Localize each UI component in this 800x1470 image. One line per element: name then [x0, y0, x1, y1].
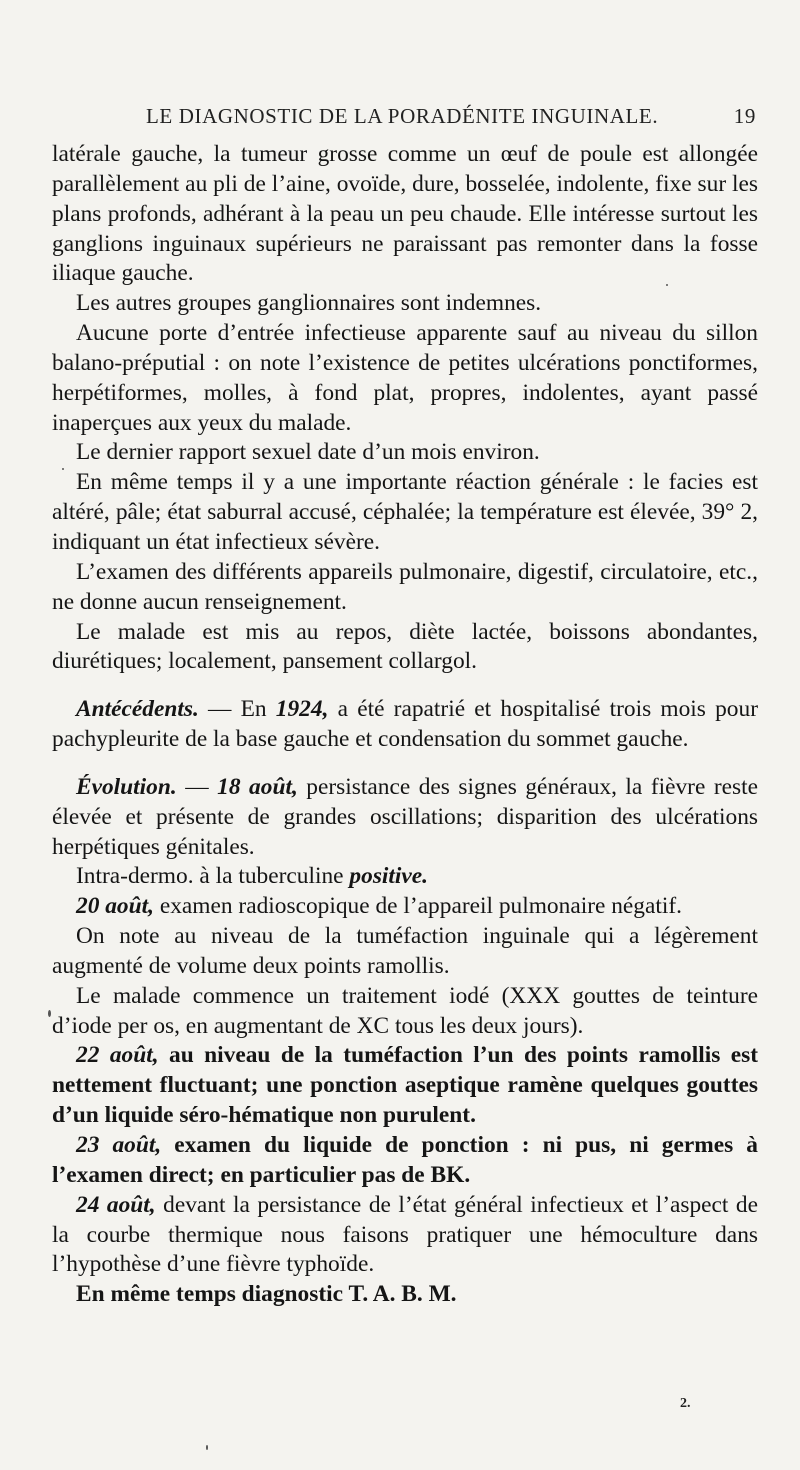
paragraph-iodine-treatment: Le malade commence un traitement iodé (XXX gouttes de teinture d’iode per os, en augmentant de XC tous les deux jours).: [52, 982, 758, 1039]
paragraph-examination: L’examen des différents appareils pulmonaire, digestif, circulatoire, etc., ne donne aucun renseignement.: [52, 558, 758, 615]
running-header: [146, 104, 756, 129]
date-23-aout: 23 août,: [76, 1132, 162, 1158]
paragraph-22-aout: [52, 1041, 758, 1131]
body-text: [52, 140, 758, 1310]
evolution-dash: —: [176, 773, 218, 800]
running-title: LE DIAGNOSTIC DE LA PORADÉNITE INGUINALE.: [146, 104, 659, 128]
text-22-aout: au niveau de la tuméfaction l’un des points ramollis est nettement fluctuant; une ponction aseptique ramène quelques gouttes d’un liquide séro-hématique non purulent.: [52, 1042, 759, 1129]
ink-speck: [62, 468, 64, 470]
text-20-aout: examen radioscopique de l’appareil pulmonaire négatif.: [153, 893, 683, 920]
text-24-aout: devant la persistance de l’état général infectieux et l’aspect de la courbe thermique nous faisons pratiquer une hémoculture dans l’hypothèse d’une fièvre typhoïde.: [52, 1191, 759, 1278]
paragraph-treatment: Le malade est mis au repos, diète lactée, boissons abondantes, diurétiques; localement, pansement collargol.: [52, 618, 758, 675]
intradermo-result: positive.: [349, 863, 429, 890]
paragraph-entry-point: Aucune porte d’entrée infectieuse apparente sauf au niveau du sillon balano-préputial : on note l’existence de petites ulcérations ponctiformes, herpétiformes, molles, à fond plat, propres, indolentes, ayant passé inaperçues aux yeux du malade.: [52, 320, 758, 436]
signature-mark: 2.: [680, 1396, 691, 1411]
paragraph-24-aout: [52, 1191, 758, 1281]
ink-speck: [666, 284, 668, 286]
date-20-aout: 20 août,: [76, 893, 154, 920]
paragraph-evolution: [52, 773, 758, 863]
ink-speck: [48, 1010, 51, 1017]
intradermo-text: Intra-dermo. à la tuberculine: [76, 863, 350, 890]
antecedents-dash: — En: [198, 696, 276, 723]
paragraph-intradermo: [52, 862, 758, 892]
page-number: 19: [733, 104, 756, 128]
antecedents-label: Antécédents.: [76, 696, 199, 723]
antecedents-date: 1924,: [275, 696, 329, 723]
evolution-date: 18 août,: [217, 773, 298, 800]
paragraph-antecedents: [52, 695, 758, 755]
paragraph-general-reaction: En même temps il y a une importante réaction générale : le facies est altéré, pâle; état saburral accusé, céphalée; la température est élevée, 39° 2, indiquant un état infectieux sévère.: [52, 469, 758, 555]
text-23-aout: examen du liquide de ponction : ni pus, ni germes à l’examen direct; en particulier pas de BK.: [52, 1132, 758, 1188]
paragraph-last-contact: Le dernier rapport sexuel date d’un mois environ.: [76, 439, 540, 466]
evolution-label: Évolution.: [76, 773, 177, 800]
evolution-text: persistance des signes généraux, la fièvre reste élevée et présente de grandes oscillations; disparition des ulcérations herpétiques génitales.: [52, 773, 759, 860]
paragraph-20-aout: [52, 892, 758, 922]
ink-speck: [206, 1445, 208, 1450]
date-24-aout: 24 août,: [76, 1191, 156, 1218]
paragraph-continuation: latérale gauche, la tumeur grosse comme un œuf de poule est allongée parallèlement au pli de l’aine, ovoïde, dure, bosselée, indolente, fixe sur les plans profonds, adhérant à la peau un peu chaude. Elle intéresse surtout les ganglions inguinaux supérieurs ne paraissant pas remonter dans la fosse iliaque gauche.: [52, 141, 758, 287]
antecedents-text: a été rapatrié et hospitalisé trois mois pour pachypleurite de la base gauche et condensation du sommet gauche.: [52, 696, 758, 753]
paragraph-other-groups: Les autres groupes ganglionnaires sont indemnes.: [76, 290, 542, 317]
paragraph-23-aout: [52, 1131, 758, 1191]
date-22-aout: 22 août,: [76, 1042, 159, 1069]
paragraph-softened-points: On note au niveau de la tuméfaction inguinale qui a légèrement augmenté de volume deux points ramollis.: [52, 923, 758, 979]
paragraph-tabm: En même temps diagnostic T. A. B. M.: [76, 1281, 457, 1308]
